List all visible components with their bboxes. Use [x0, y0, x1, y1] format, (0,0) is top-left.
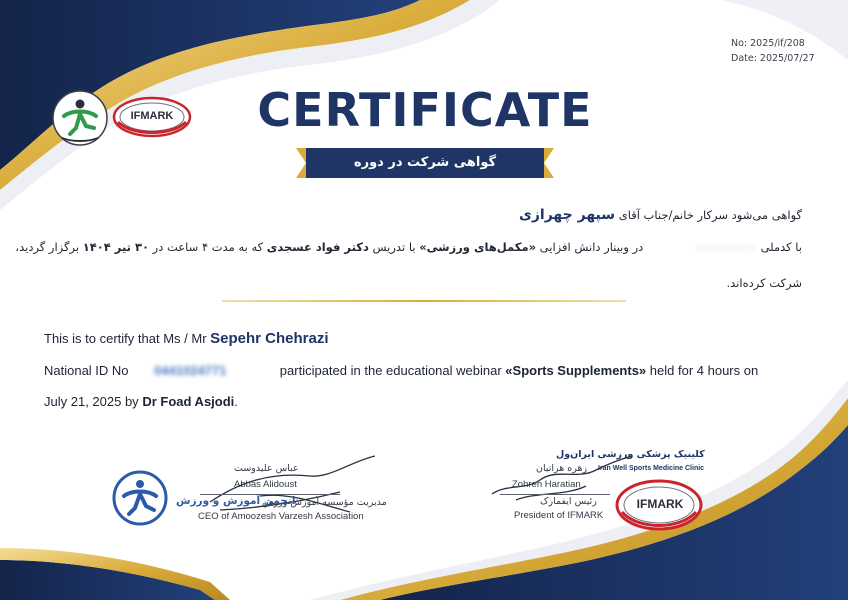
- document-meta: [731, 36, 815, 66]
- right-signer-name-en: Zohreh Haratian: [512, 479, 581, 490]
- english-national-id-masked: 0441024771: [154, 363, 227, 378]
- left-signer-name-fa: عباس علیدوست: [234, 463, 299, 474]
- english-period: .: [234, 394, 238, 409]
- english-webinar-name: «Sports Supplements»: [505, 363, 647, 378]
- english-date-prefix: July 21, 2025 by: [44, 394, 139, 409]
- english-certify-prefix: This is to certify that Ms / Mr: [44, 331, 207, 346]
- ifmark-seal-text: IFMARK: [636, 497, 684, 511]
- english-held: held for 4 hours on: [649, 363, 759, 378]
- ribbon-left-edge: [296, 148, 306, 178]
- right-clinic-en: Iran Well Sports Medicine Clinic: [598, 465, 705, 472]
- persian-recipient-name: سپهر چهرازی: [519, 207, 616, 223]
- persian-line-1: [519, 207, 802, 223]
- gold-divider: [222, 300, 626, 302]
- english-national-id-label: National ID No: [44, 363, 129, 378]
- right-clinic-fa: کلینیک پزشکی ورزشی ایران‌ول: [556, 449, 705, 460]
- persian-certify-prefix: گواهی می‌شود سرکار خانم/جناب آقای: [618, 208, 802, 222]
- left-org-fa: انجمن آموزش و ورزش: [176, 495, 296, 507]
- persian-webinar-name: «مکمل‌های ورزشی»: [419, 240, 536, 254]
- left-signer-role-fa: مدیریت مؤسسه آموزش ورزش: [262, 497, 387, 508]
- english-instructor: Dr Foad Asjodi: [142, 394, 235, 409]
- document-date: Date: 2025/07/27: [731, 53, 815, 64]
- left-signer-name-en: Abbas Alidoust: [234, 479, 297, 490]
- ifmark-logo-text: IFMARK: [130, 110, 174, 122]
- left-signer-role-en: CEO of Amoozesh Varzesh Association: [198, 511, 364, 522]
- persian-national-id-masked: ۰۰۰۰۰۰۰۰۰۰: [695, 240, 757, 254]
- persian-instructor: دکتر فواد عسجدی: [266, 240, 369, 254]
- persian-webinar-label: در وبینار دانش افزایی: [539, 240, 644, 254]
- document-number: No: 2025/if/208: [731, 38, 805, 49]
- right-signer-name-fa: زهره هراتیان: [536, 463, 588, 474]
- persian-line-2: [15, 240, 802, 254]
- english-participated: participated in the educational webinar: [279, 363, 502, 378]
- amoozesh-varzesh-logo: [50, 88, 110, 148]
- english-line-3: [44, 394, 238, 409]
- english-line-2: [44, 363, 758, 378]
- persian-line-3: شرکت کرده‌اند.: [726, 276, 802, 290]
- right-signature-line: [500, 494, 610, 495]
- right-signer-role-fa: رئیس ایفمارک: [540, 496, 597, 507]
- left-association-logo: [110, 468, 170, 528]
- persian-held: برگزار گردید،: [15, 240, 80, 254]
- persian-teacher-label: با تدریس: [372, 240, 416, 254]
- english-recipient-name: Sepehr Chehrazi: [210, 330, 329, 347]
- ribbon-right-edge: [544, 148, 554, 178]
- certificate-subtitle-ribbon: گواهی شرکت در دوره: [306, 148, 544, 178]
- english-line-1: [44, 330, 329, 347]
- persian-duration: که به مدت ۴ ساعت در: [152, 240, 264, 254]
- persian-national-id-label: با کدملی: [760, 240, 802, 254]
- right-signer-role-en: President of IFMARK: [514, 510, 604, 521]
- certificate-title: CERTIFICATE: [257, 83, 593, 137]
- persian-date: ۳۰ تیر ۱۴۰۴: [82, 240, 150, 254]
